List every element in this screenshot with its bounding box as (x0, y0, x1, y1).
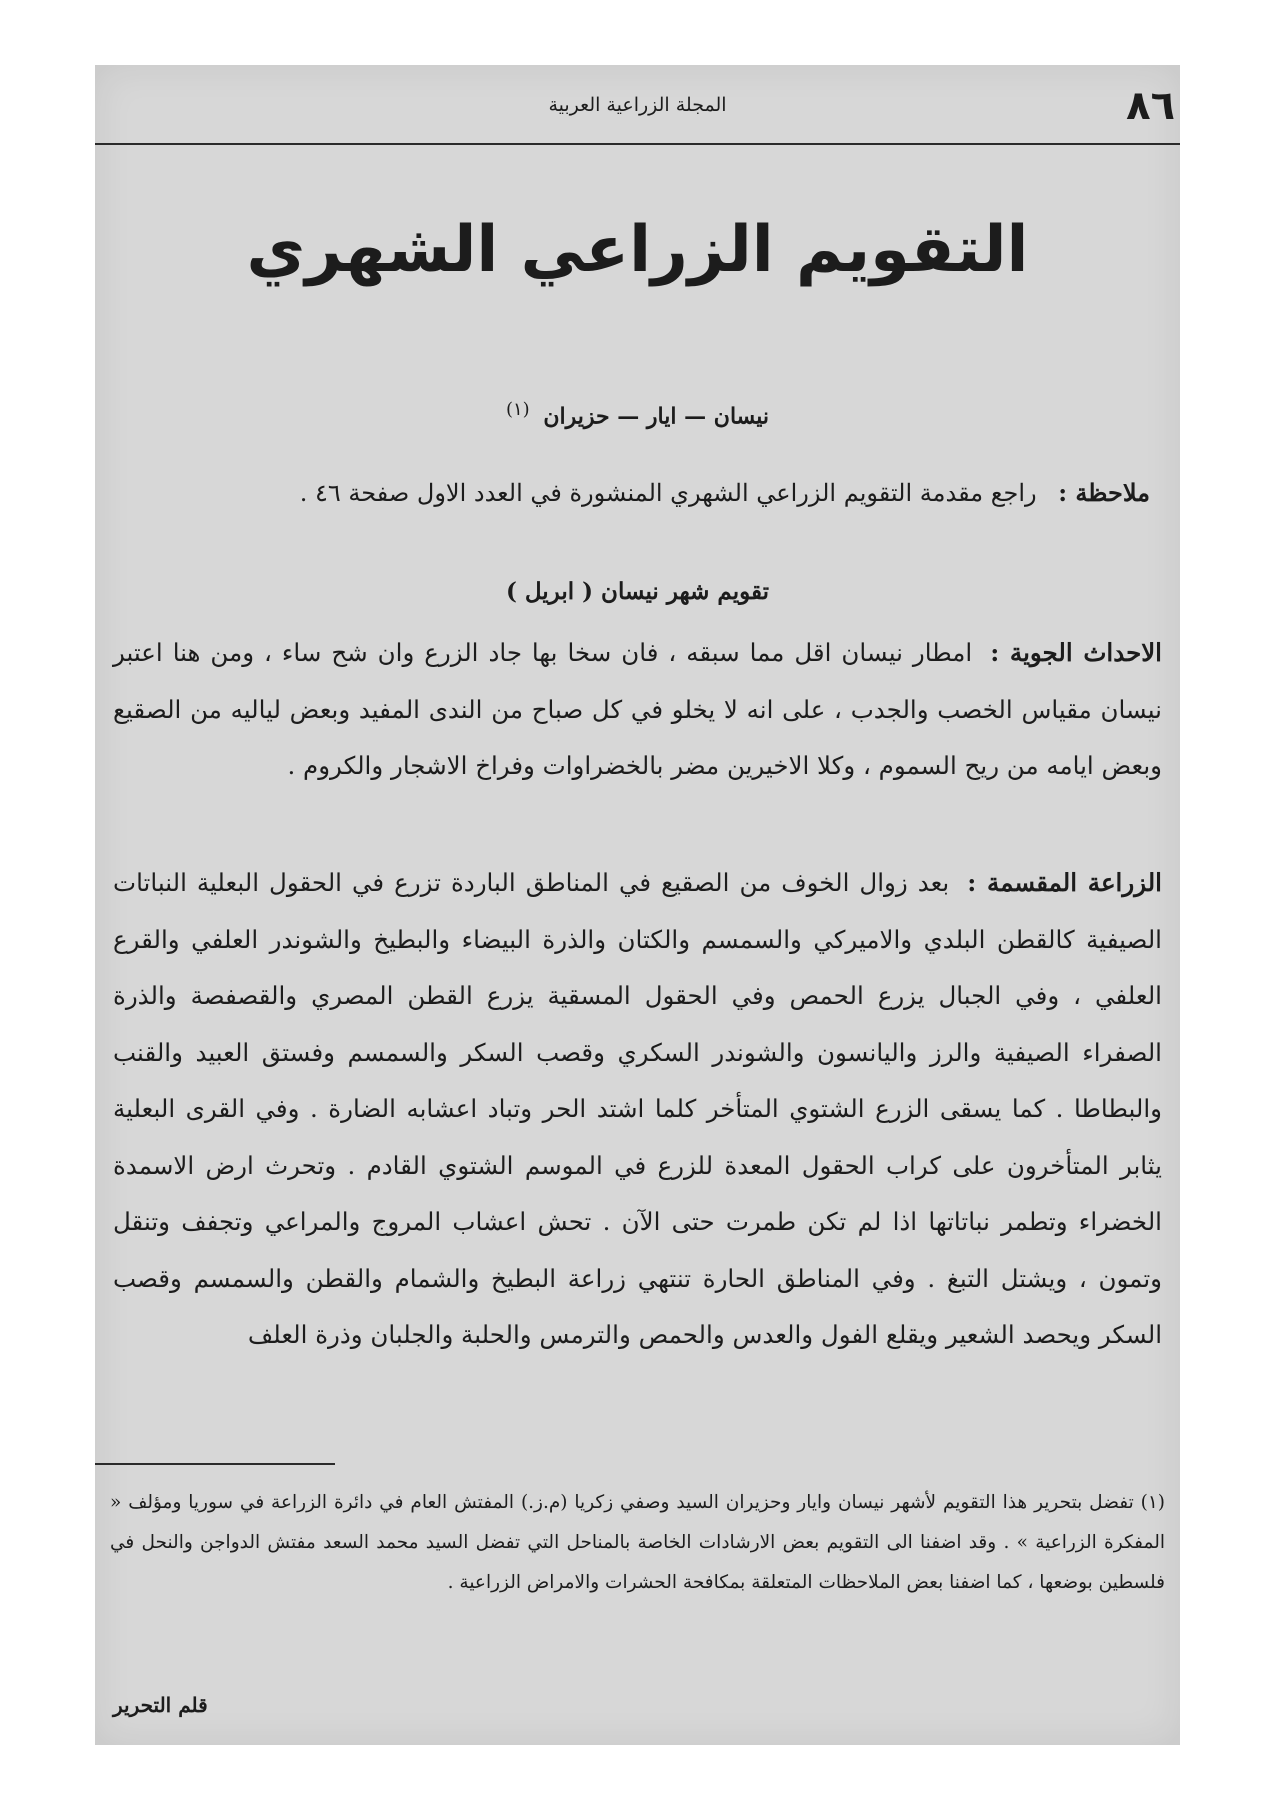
article-title: التقويم الزراعي الشهري (246, 213, 1029, 287)
running-title: المجلة الزراعية العربية (548, 94, 727, 116)
header-rule (95, 143, 1180, 145)
note-label: ملاحظة : (1058, 478, 1150, 507)
paragraph-text: امطار نيسان اقل مما سبقه ، فان سخا بها جاد الزرع وان شح ساء ، ومن هنا اعتبر نيسان مقياس الخصب والجدب ، على انه لا يخلو في كل صباح من الندى المفيد وبعض لياليه من الصقيع وبعض ايامه من ريح السموم ، وكلا الاخيرين مضر بالخضراوات وفراخ الاشجار والكروم . (113, 638, 1162, 780)
page-number: ٨٦ (1126, 83, 1175, 129)
page-header (95, 83, 1180, 129)
footnote-rule (95, 1463, 335, 1465)
note-text: راجع مقدمة التقويم الزراعي الشهري المنشورة في العدد الاول صفحة ٤٦ . (299, 479, 1037, 507)
paragraph-label: الزراعة المقسمة : (967, 868, 1162, 897)
months-text: نيسان — ايار — حزيران (543, 403, 770, 430)
section-title: تقويم شهر نيسان ( ابريل ) (505, 578, 770, 605)
months-subtitle (95, 390, 1180, 436)
paragraph-weather (113, 625, 1162, 795)
footnote: (١) تفضل بتحرير هذا التقويم لأشهر نيسان وايار وحزيران السيد وصفي زكريا (م.ز.) المفتش العام في دائرة الزراعة في سوريا ومؤلف « المفكرة الزراعية » . وقد اضفنا الى التقويم بعض الارشادات الخاصة بالمناحل التي تفضل السيد محمد السعد مفتش الدواجن والنحل في فلسطين بوضعها ، كما اضفنا بعض الملاحظات المتعلقة بمكافحة الحشرات والامراض الزراعية . (110, 1492, 1165, 1593)
paragraph-label: الاحداث الجوية : (990, 638, 1162, 667)
scanned-page (95, 65, 1180, 1745)
footnote-ref: (١) (505, 399, 530, 420)
paragraph-crops (113, 855, 1162, 1364)
note (125, 473, 1150, 513)
signature: قلم التحرير (113, 1693, 208, 1717)
paragraph-text: بعد زوال الخوف من الصقيع في المناطق الباردة تزرع في الحقول البعلية النباتات الصيفية كالقطن البلدي والاميركي والسمسم والكتان والذرة البيضاء والبطيخ والشوندر العلفي والقرع العلفي ، وفي الجبال يزرع الحمص وفي الحقول المسقية يزرع القطن المصري والقصفصة والذرة الصفراء الصيفية والرز واليانسون والشوندر السكري وقصب السكر والسمسم وفستق العبيد والقنب والبطاطا . كما يسقى الزرع الشتوي المتأخر كلما اشتد الحر وتباد اعشابه الضارة . وفي القرى البعلية يثابر المتأخرون على كراب الحقول المعدة للزرع في الموسم الشتوي القادم . وتحرث ارض الاسمدة الخضراء وتطمر نباتاتها اذا لم تكن طمرت حتى الآن . تحش اعشاب المروج والمراعي وتجفف وتنقل وتمون ، ويشتل التبغ . وفي المناطق الحارة تنتهي زراعة البطيخ والشمام والقطن والسمسم وقصب السكر ويحصد الشعير ويقلع الفول والعدس والحمص والترمس والحلبة والجلبان وذرة العلف (113, 868, 1162, 1349)
